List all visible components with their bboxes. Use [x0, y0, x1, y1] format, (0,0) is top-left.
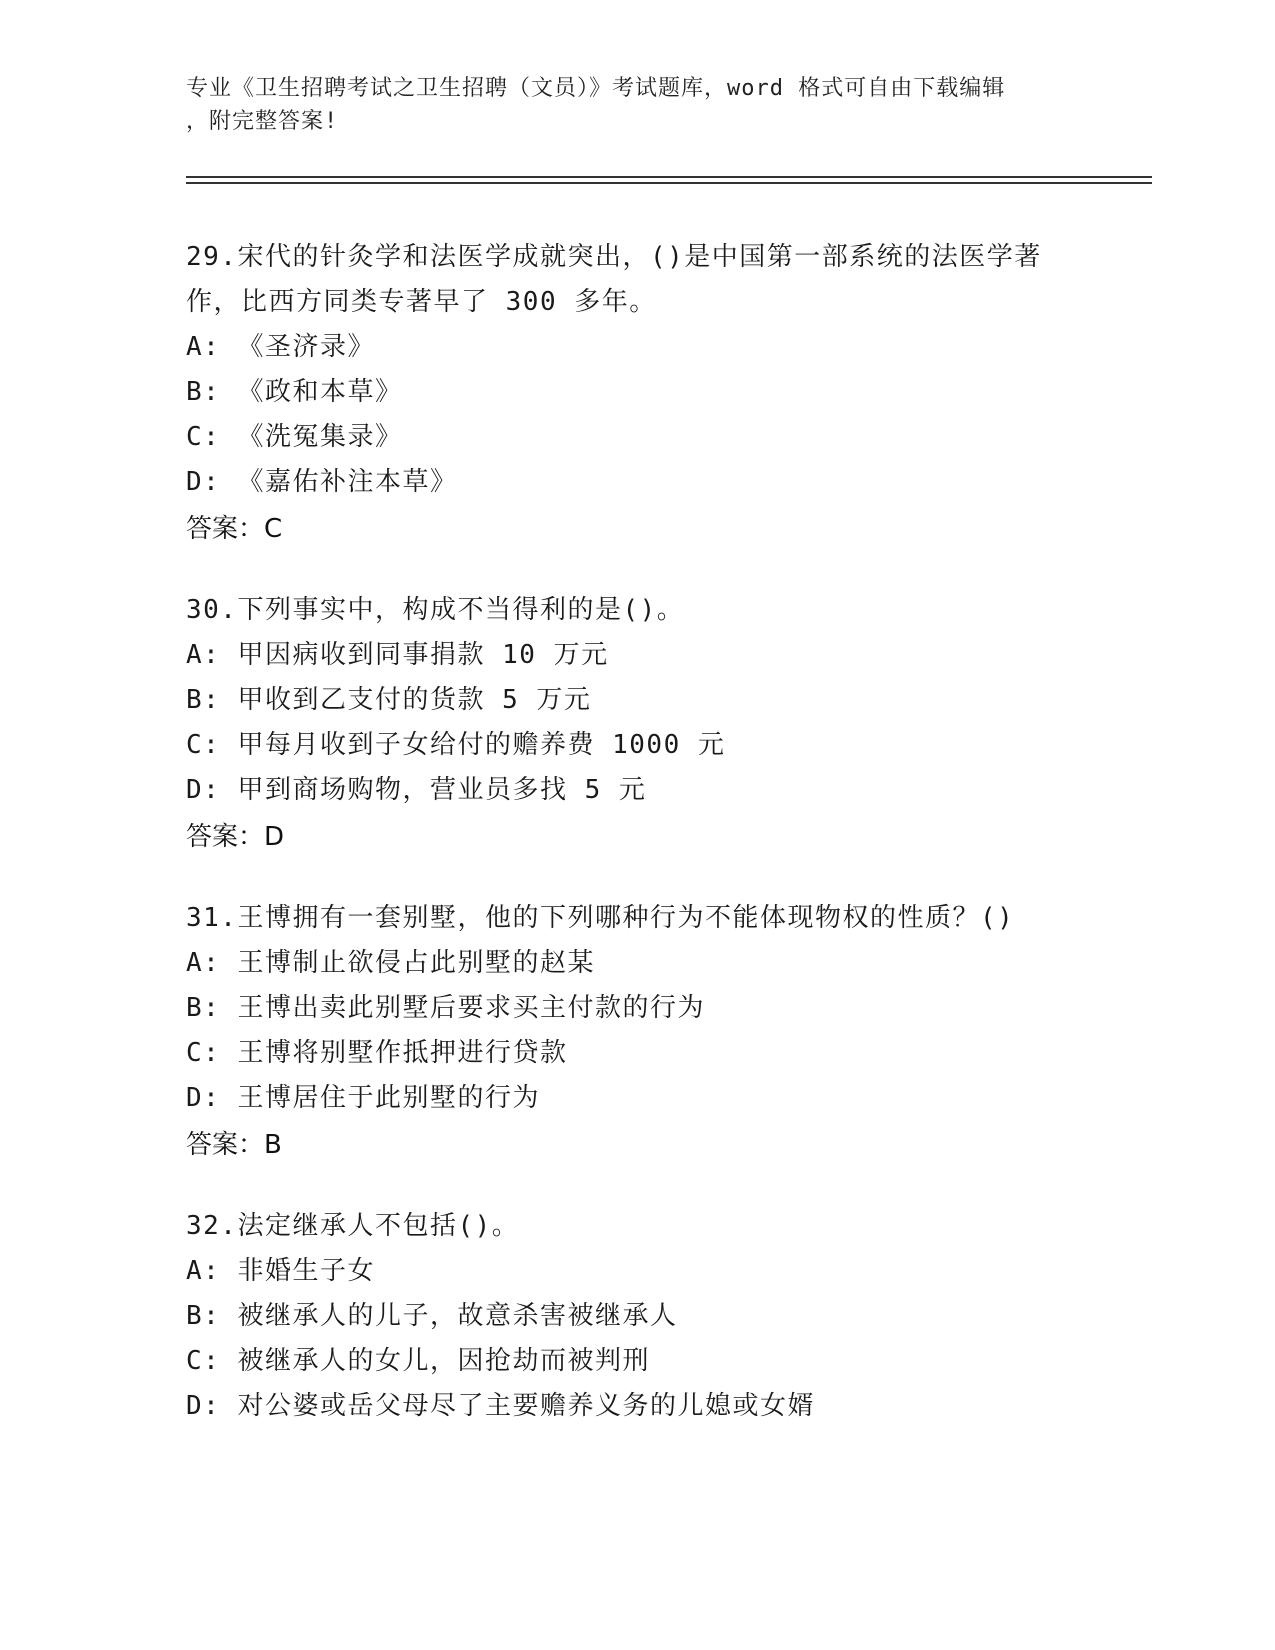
question-31: [186, 896, 1086, 1168]
header-divider-top: [186, 176, 1152, 178]
option-a: A: 王博制止欲侵占此别墅的赵某: [186, 948, 595, 978]
option-c: C: 甲每月收到子女给付的赡养费 1000 元: [186, 730, 726, 760]
option-d: D: 甲到商场购物，营业员多找 5 元: [186, 775, 647, 805]
question-text: [186, 588, 1086, 633]
question-text-line: 30.下列事实中，构成不当得利的是()。: [186, 595, 685, 625]
question-text-line: 32.法定继承人不包括()。: [186, 1211, 520, 1241]
option-b: B: 被继承人的儿子，故意杀害被继承人: [186, 1301, 678, 1331]
header-line-2: ，附完整答案!: [186, 109, 339, 134]
option-c: C: 《洗冤集录》: [186, 422, 403, 452]
question-32: [186, 1204, 1086, 1429]
question-text-line: 29.宋代的针灸学和法医学成就突出，()是中国第一部系统的法医学著: [186, 242, 1042, 272]
question-list: [186, 235, 1086, 1465]
option-d: D: 对公婆或岳父母尽了主要赡养义务的儿媳或女婿: [186, 1391, 815, 1421]
document-header: [186, 72, 1066, 138]
option-c: C: 王博将别墅作抵押进行贷款: [186, 1038, 568, 1068]
option-a: A: 非婚生子女: [186, 1256, 375, 1286]
option-b: B: 《政和本草》: [186, 377, 403, 407]
question-text: [186, 896, 1086, 941]
header-divider-bottom: [186, 182, 1152, 184]
question-text-line: 作，比西方同类专著早了 300 多年。: [186, 287, 657, 317]
option-d: D: 《嘉佑补注本草》: [186, 467, 458, 497]
question-30: [186, 588, 1086, 860]
header-line-1: 专业《卫生招聘考试之卫生招聘（文员）》考试题库，word 格式可自由下载编辑: [186, 76, 1006, 101]
answer: 答案：C: [186, 514, 283, 544]
option-a: A: 甲因病收到同事捐款 10 万元: [186, 640, 609, 670]
answer: 答案：D: [186, 822, 285, 852]
option-b: B: 王博出卖此别墅后要求买主付款的行为: [186, 993, 705, 1023]
question-text: [186, 235, 1086, 325]
option-a: A: 《圣济录》: [186, 332, 375, 362]
question-text-line: 31.王博拥有一套别墅，他的下列哪种行为不能体现物权的性质？(): [186, 903, 1015, 933]
option-d: D: 王博居住于此别墅的行为: [186, 1083, 540, 1113]
question-29: [186, 235, 1086, 552]
option-b: B: 甲收到乙支付的货款 5 万元: [186, 685, 592, 715]
answer: 答案：B: [186, 1130, 282, 1160]
question-text: [186, 1204, 1086, 1249]
option-c: C: 被继承人的女儿，因抢劫而被判刑: [186, 1346, 650, 1376]
